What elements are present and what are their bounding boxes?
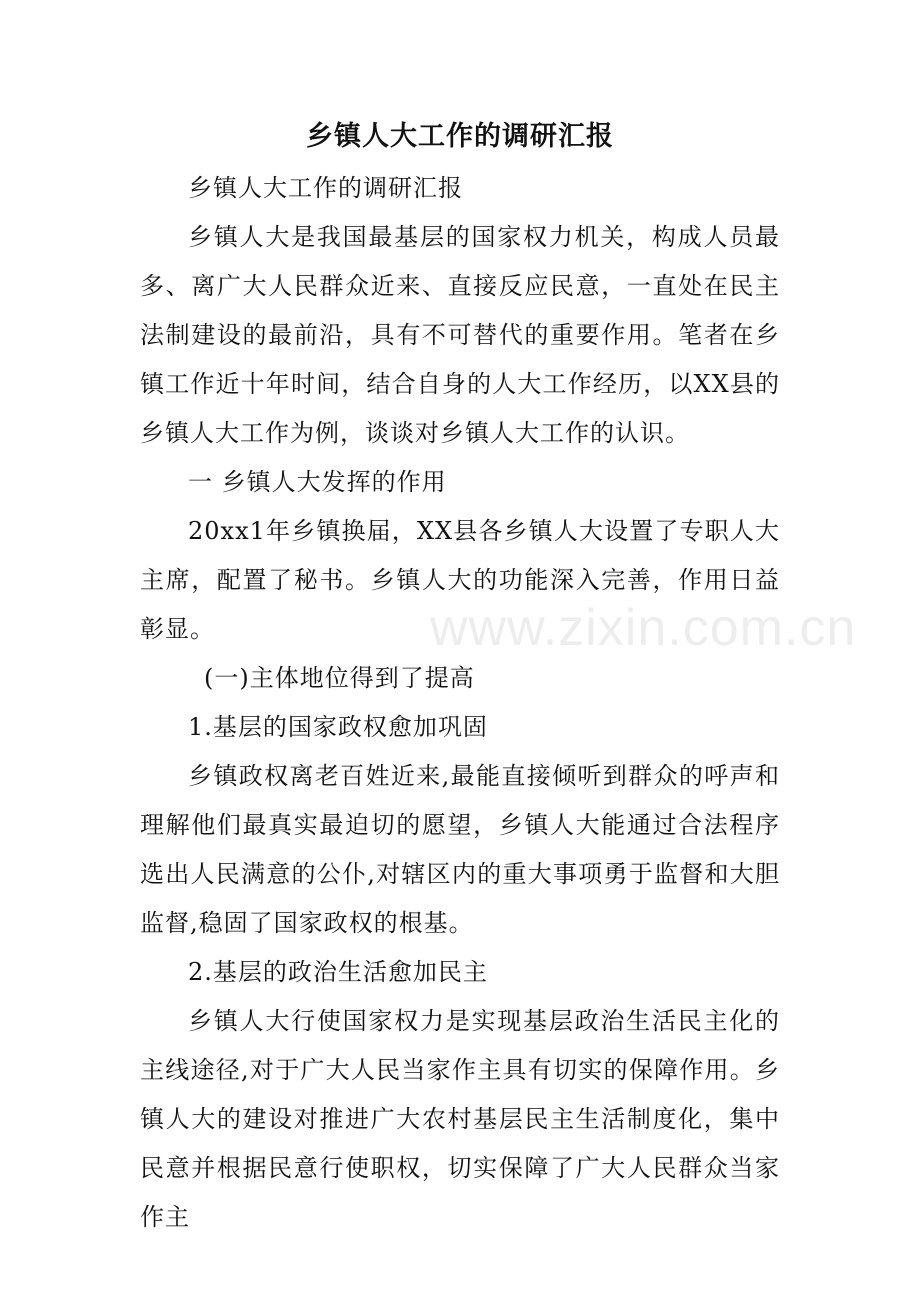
subtitle-paragraph: 乡镇人大工作的调研汇报 xyxy=(188,174,463,202)
paragraph: 乡镇政权离老百姓近来,最能直接倾听到群众的呼声和理解他们最真实最迫切的愿望，乡镇人大能通过合法程序选出人民满意的公仆,对辖区内的重大事项勇于监督和大胆监督,稳固了国家政权的根基。 xyxy=(140,762,780,937)
subsection-heading: (一)主体地位得到了提高 xyxy=(204,664,475,692)
item-heading: 1.基层的国家政权愈加巩固 xyxy=(188,713,488,741)
paragraph: 20xx1年乡镇换届，XX县各乡镇人大设置了专职人大主席，配置了秘书。乡镇人大的功能深入完善，作用日益彰显。 xyxy=(140,517,780,643)
paragraph: 乡镇人大行使国家权力是实现基层政治生活民主化的主线途径,对于广大人民当家作主具有切实的保障作用。乡镇人大的建设对推进广大农村基层民主生活制度化，集中民意并根据民意行使职权，切实保障了广大人民群众当家作主 xyxy=(140,1007,780,1231)
document-body xyxy=(140,164,780,1242)
intro-paragraph: 乡镇人大是我国最基层的国家权力机关，构成人员最多、离广大人民群众近来、直接反应民意，一直处在民主法制建设的最前沿，具有不可替代的重要作用。笔者在乡镇工作近十年时间，结合自身的人大工作经历，以XX县的乡镇人大工作为例，谈谈对乡镇人大工作的认识。 xyxy=(140,223,780,447)
section-heading: 一 乡镇人大发挥的作用 xyxy=(188,468,447,496)
document-title: 乡镇人大工作的调研汇报 xyxy=(306,121,614,152)
item-heading: 2.基层的政治生活愈加民主 xyxy=(188,958,488,986)
watermark: www.zixin.com.cn xyxy=(430,599,857,657)
